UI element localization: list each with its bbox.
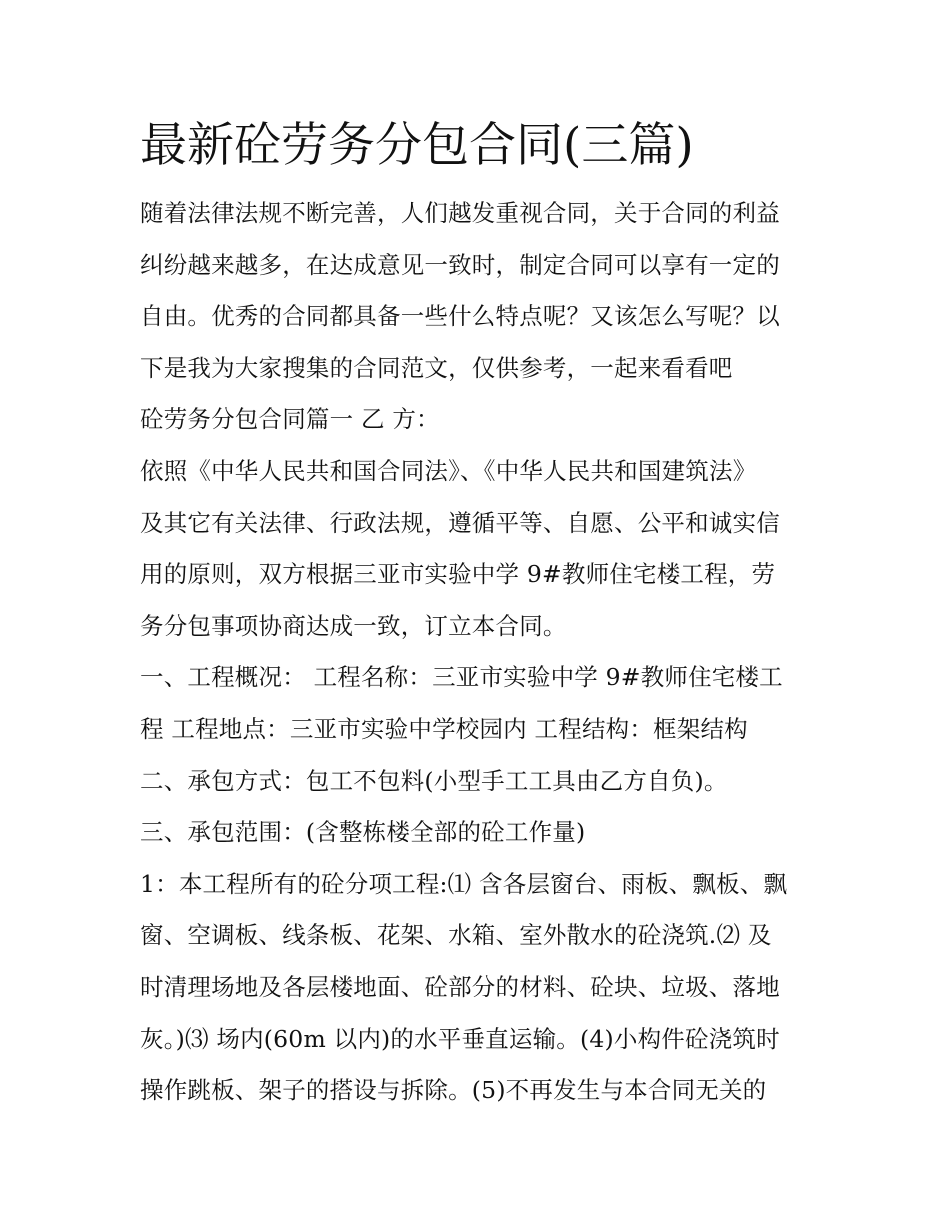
body-line: 随着法律法规不断完善，人们越发重视合同，关于合同的利益 xyxy=(140,199,780,227)
body-line: 操作跳板、架子的搭设与拆除。(5)不再发生与本合同无关的 xyxy=(140,1076,767,1105)
body-line: 灰。)⑶ 场内(60m 以内)的水平垂直运输。(4)小构件砼浇筑时 xyxy=(140,1024,780,1053)
clause-contract-scope: 三、承包范围：(含整栋楼全部的砼工作量) xyxy=(140,818,586,847)
body-line: 时清理场地及各层楼地面、砼部分的材料、砼块、垃圾、落地 xyxy=(140,972,780,1001)
body-line: 1：本工程所有的砼分项工程:⑴ 含各层窗台、雨板、飘板、飘 xyxy=(140,869,788,898)
body-line: 自由。优秀的合同都具备一些什么特点呢？又该怎么写呢？以 xyxy=(140,302,780,331)
body-line: 窗、空调板、线条板、花架、水箱、室外散水的砼浇筑.⑵ 及 xyxy=(140,921,772,950)
body-line: 依照《中华人民共和国合同法》、《中华人民共和国建筑法》 xyxy=(140,456,757,485)
body-line: 纠纷越来越多，在达成意见一致时，制定合同可以享有一定的 xyxy=(140,250,780,279)
section-heading-contract-1: 砼劳务分包合同篇一 乙 方： xyxy=(140,405,440,434)
document-body xyxy=(140,188,820,1117)
document-title: 最新砼劳务分包合同(三篇) xyxy=(140,118,694,173)
body-line: 程 工程地点：三亚市实验中学校园内 工程结构：框架结构 xyxy=(140,714,748,743)
clause-contract-method: 二、承包方式：包工不包料(小型手工工具由乙方自负)。 xyxy=(140,766,728,795)
body-line: 务分包事项协商达成一致，订立本合同。 xyxy=(140,611,567,640)
clause-project-overview: 一、工程概况： 工程名称：三亚市实验中学 9#教师住宅楼工 xyxy=(140,663,783,692)
body-line: 用的原则，双方根据三亚市实验中学 9#教师住宅楼工程，劳 xyxy=(140,560,776,589)
document-page xyxy=(140,110,820,1117)
body-line: 及其它有关法律、行政法规，遵循平等、自愿、公平和诚实信 xyxy=(140,508,780,537)
body-line: 下是我为大家搜集的合同范文，仅供参考，一起来看看吧 xyxy=(140,353,733,382)
